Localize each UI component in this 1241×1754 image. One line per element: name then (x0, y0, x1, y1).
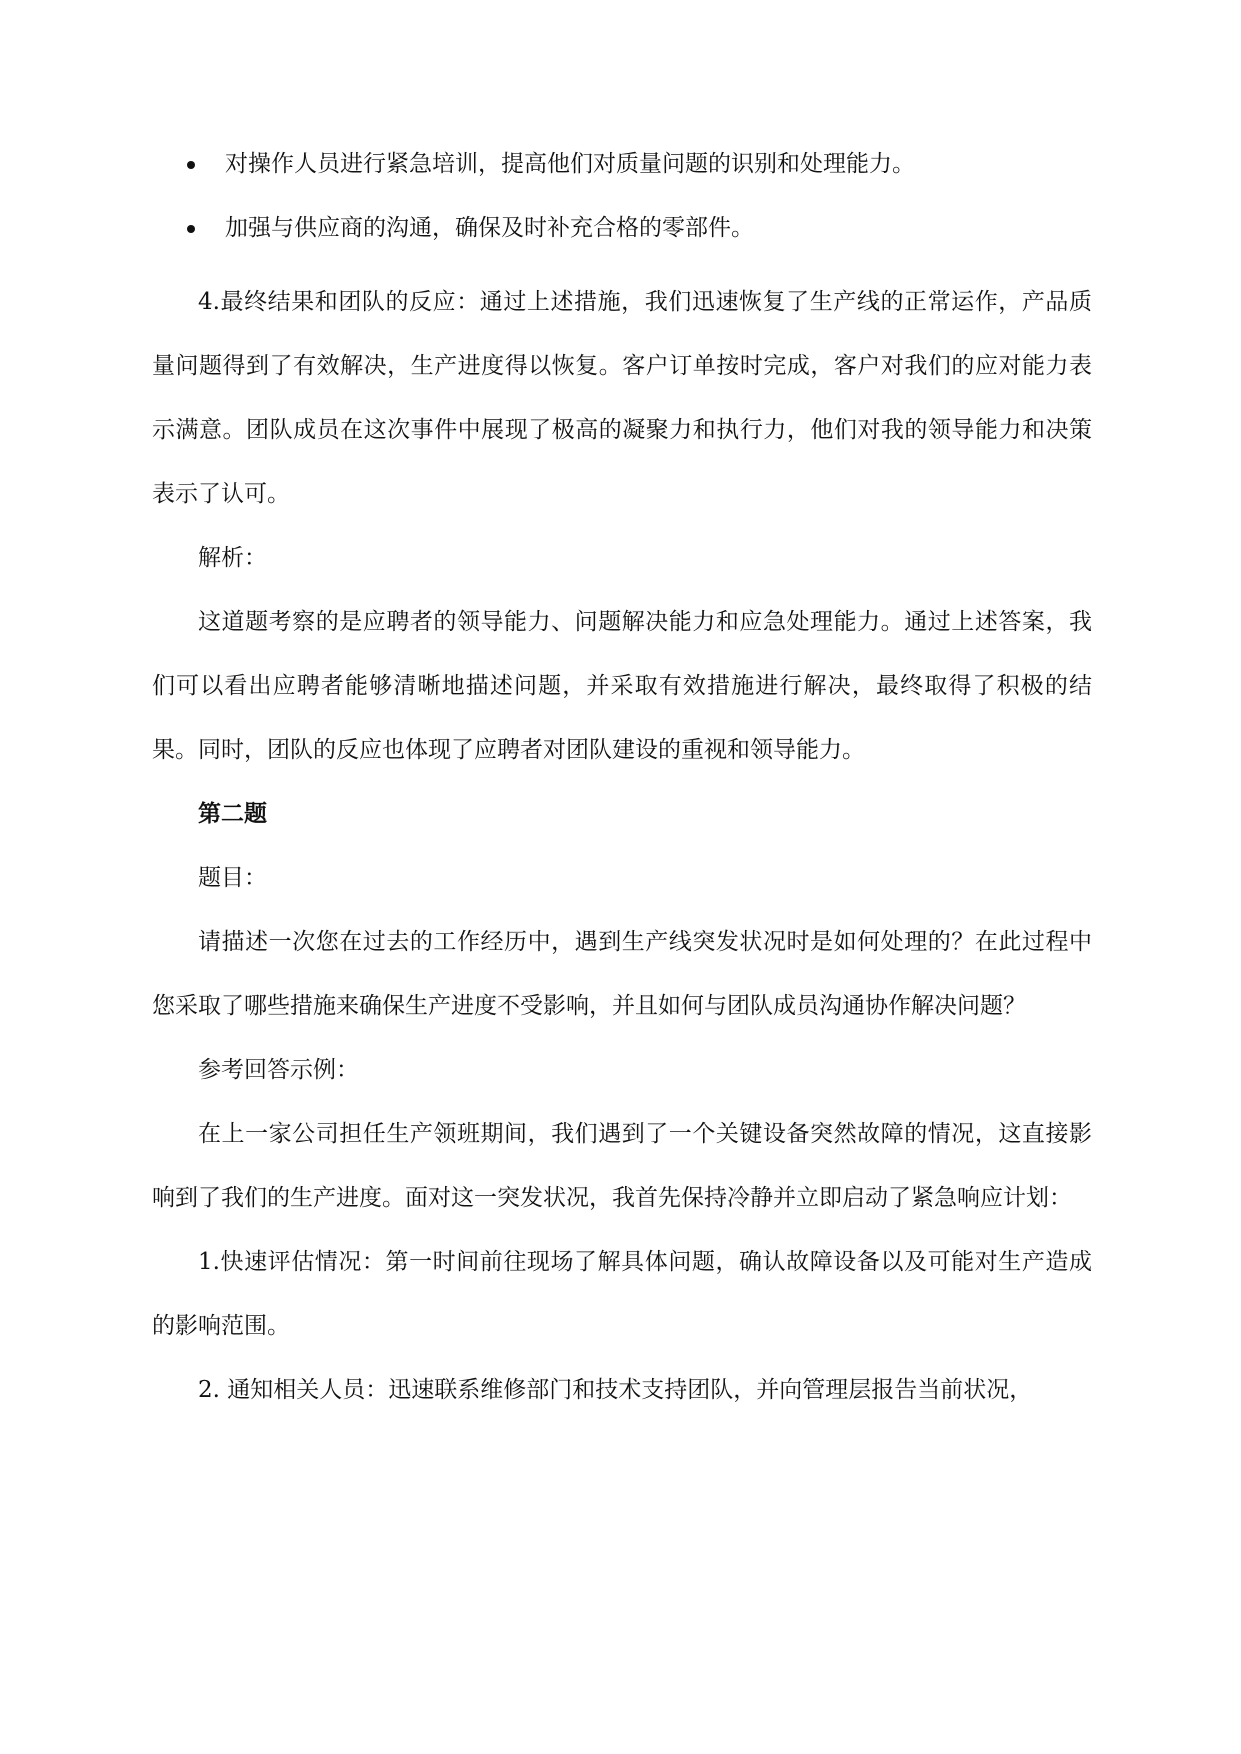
analysis-paragraph: 这道题考察的是应聘者的领导能力、问题解决能力和应急处理能力。通过上述答案，我们可以看出应聘者能够清晰地描述问题，并采取有效措施进行解决，最终取得了积极的结果。同时，团队的反应也体现了应聘者对团队建设的重视和领导能力。 (152, 609, 1092, 763)
question-label: 题目： (198, 865, 267, 891)
step-2-paragraph: 2. 通知相关人员：迅速联系维修部门和技术支持团队，并向管理层报告当前状况， (198, 1377, 1033, 1403)
step-1-paragraph: 1.快速评估情况：第一时间前往现场了解具体问题，确认故障设备以及可能对生产造成的影响范围。 (152, 1249, 1092, 1339)
answer-intro-paragraph: 在上一家公司担任生产领班期间，我们遇到了一个关键设备突然故障的情况，这直接影响到了我们的生产进度。面对这一突发状况，我首先保持冷静并立即启动了紧急响应计划： (152, 1121, 1092, 1211)
question-paragraph: 请描述一次您在过去的工作经历中，遇到生产线突发状况时是如何处理的？在此过程中您采取了哪些措施来确保生产进度不受影响，并且如何与团队成员沟通协作解决问题？ (152, 929, 1092, 1019)
bullet-icon (187, 225, 195, 233)
section-title: 第二题 (198, 800, 267, 827)
bullet-text: 加强与供应商的沟通，确保及时补充合格的零部件。 (225, 215, 754, 241)
result-paragraph: 4.最终结果和团队的反应：通过上述措施，我们迅速恢复了生产线的正常运作，产品质量问题得到了有效解决，生产进度得以恢复。客户订单按时完成，客户对我们的应对能力表示满意。团队成员在这次事件中展现了极高的凝聚力和执行力，他们对我的领导能力和决策表示了认可。 (152, 289, 1092, 507)
bullet-item (152, 142, 1092, 186)
bullet-item (152, 206, 1092, 250)
analysis-label: 解析： (198, 545, 267, 571)
document-body (152, 142, 1092, 1422)
bullet-icon (187, 161, 195, 169)
answer-label: 参考回答示例： (198, 1057, 359, 1083)
bullet-text: 对操作人员进行紧急培训，提高他们对质量问题的识别和处理能力。 (225, 151, 915, 177)
